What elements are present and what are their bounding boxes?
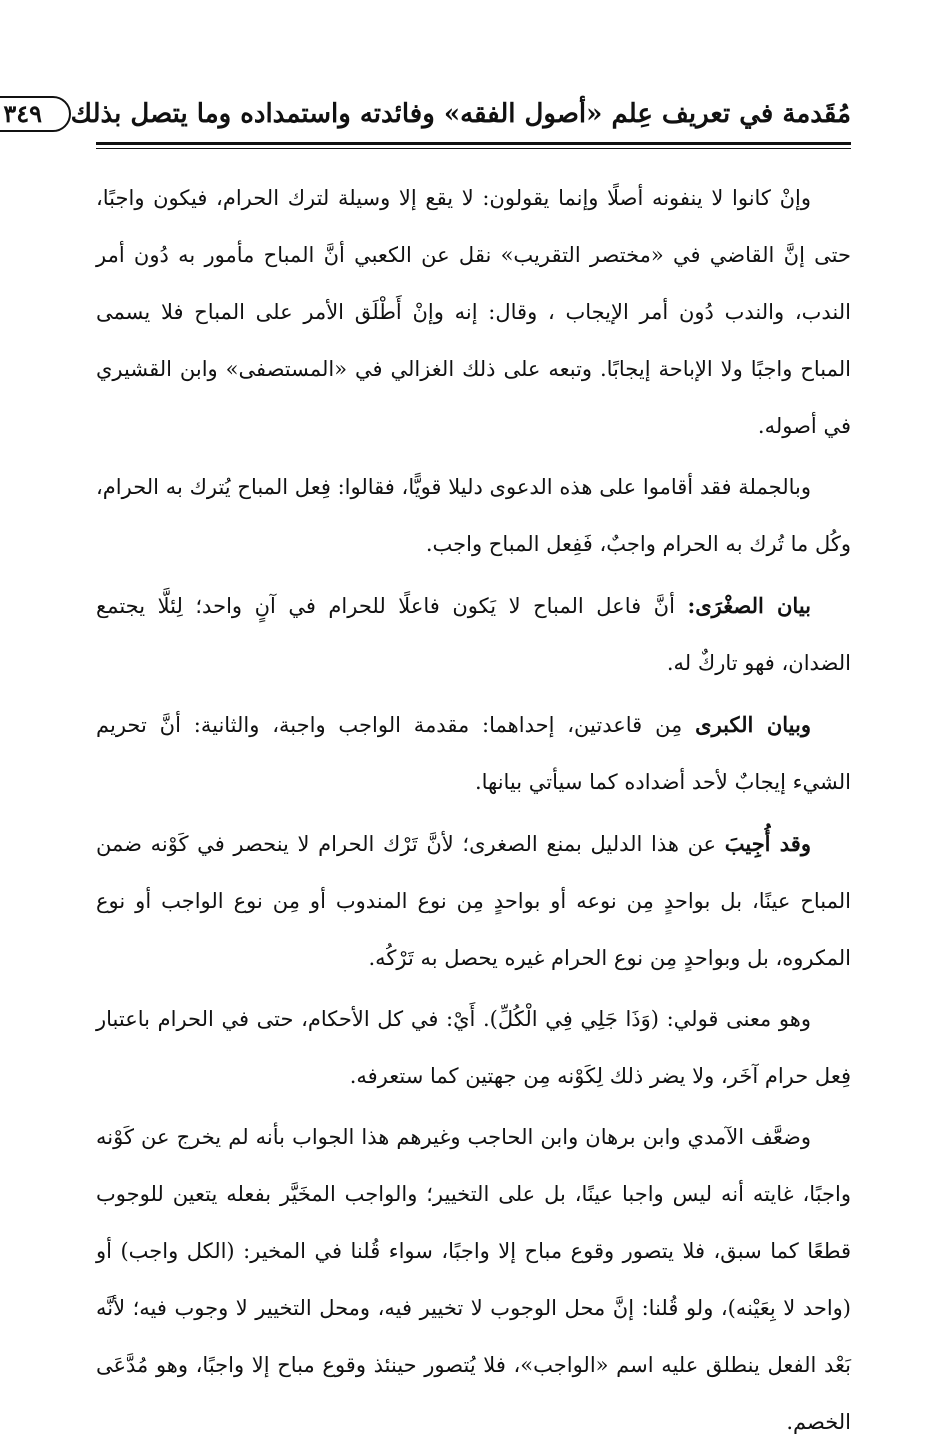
body-text — [96, 170, 851, 1455]
paragraph-text: وبالجملة فقد أقاموا على هذه الدعوى دليلا قويًّا، فقالوا: فِعل المباح يُترك به الحرام، وكُل ما تُرك به الحرام واجبٌ، فَفِعل المباح واجب. — [96, 475, 851, 556]
paragraph — [96, 577, 851, 692]
header-rule-thin — [96, 148, 851, 149]
paragraph-text: وضعَّف الآمدي وابن برهان وابن الحاجب وغيرهم هذا الجواب بأنه لم يخرج عن كَوْنه واجبًا، غايته أنه ليس واجبا عينًا، بل على التخيير؛ والواجب المخَيَّر بفعله يتعين للوجوب قطعًا كما سبق، فلا يتصور وقوع مباح إلا واجبًا، سواء قُلنا في المخير: (الكل واجب) أو (واحد لا بِعَيْنه)، ولو قُلنا: إنَّ محل الوجوب لا تخيير فيه، ومحل التخيير لا وجوب فيه؛ لأنَّه بَعْد الفعل ينطلق عليه اسم «الواجب»، فلا يُتصور حينئذ وقوع مباح إلا واجبًا، وهو مُدَّعَى الخصم. — [96, 1125, 852, 1434]
page-number: ٣٤٩ — [0, 96, 71, 132]
paragraph — [96, 991, 851, 1105]
paragraph — [96, 1109, 851, 1451]
paragraph — [96, 696, 851, 811]
paragraph-lead: بيان الصغْرَى: — [687, 593, 812, 618]
paragraph — [96, 815, 851, 987]
paragraph-lead: وقد أُجِيبَ — [724, 831, 811, 856]
paragraph-text: وهو معنى قولي: (وَذَا جَلِي فِي الْكُلِّ). أَيْ: في كل الأحكام، حتى في الحرام باعتبار فِعل حرام آخَر، ولا يضر ذلك لِكَوْنه مِن جهتين كما ستعرفه. — [96, 1007, 851, 1088]
paragraph-text: عن هذا الدليل بمنع الصغرى؛ لأنَّ تَرْك الحرام لا ينحصر في كَوْنه ضمن المباح عينًا، بل بواحدٍ مِن نوعه أو بواحدٍ مِن نوع المندوب أو مِن نوع الواجب أو نوع المكروه، بل وبواحدٍ مِن نوع الحرام غيره يحصل به تَرْكُه. — [96, 832, 851, 970]
header-rule-thick — [96, 142, 851, 145]
paragraph-text: مِن قاعدتين، إحداهما: مقدمة الواجب واجبة، والثانية: أنَّ تحريم الشيء إيجابٌ لأحد أضداده كما سيأتي بيانها. — [96, 713, 851, 794]
paragraph — [96, 459, 851, 573]
running-header — [3, 92, 851, 136]
paragraph-lead: وبيان الكبرى — [695, 712, 811, 737]
header-title: مُقَدمة في تعريف عِلم «أصول الفقه» وفائدته واستمداده وما يتصل بذلك — [70, 99, 851, 129]
paragraph — [96, 170, 851, 455]
paragraph-text: وإنْ كانوا لا ينفونه أصلًا وإنما يقولون: لا يقع إلا وسيلة لترك الحرام، فيكون واجبًا، حتى إنَّ القاضي في «مختصر التقريب» نقل عن الكعبي أنَّ المباح مأمور به دُون أمر الندب، والندب دُون أمر الإيجاب ، وقال: إنه وإنْ أَطْلَق الأمر على المباح فلا يسمى المباح واجبًا ولا الإباحة إيجابًا. وتبعه على ذلك الغزالي في «المستصفى» وابن القشيري في أصوله. — [96, 186, 851, 438]
paragraph-text: أنَّ فاعل المباح لا يَكون فاعلًا للحرام في آنٍ واحد؛ لِئلَّا يجتمع الضدان، فهو تاركٌ له. — [96, 594, 851, 675]
